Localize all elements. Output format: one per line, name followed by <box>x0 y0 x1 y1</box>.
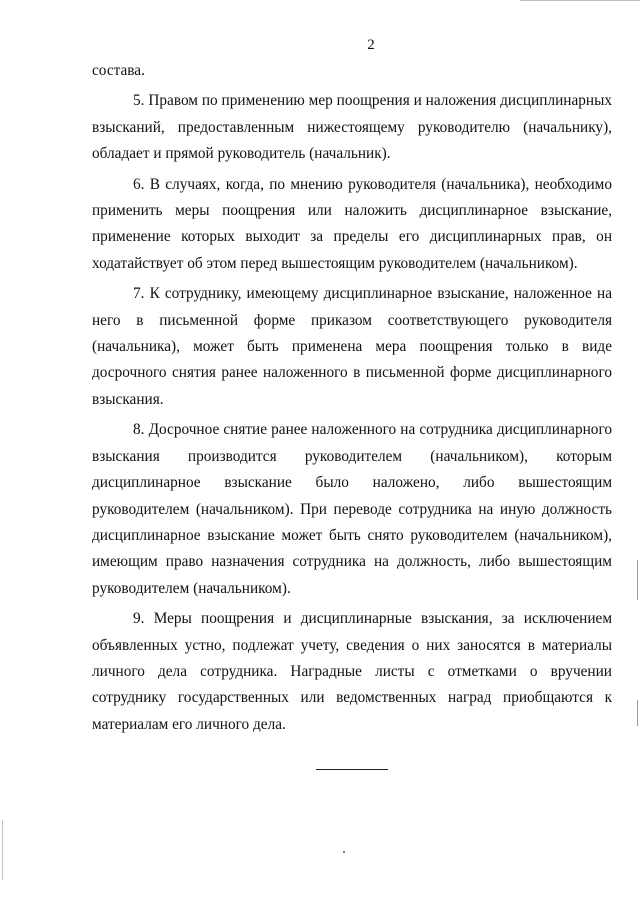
scan-edge-mark <box>637 560 638 600</box>
page-number: 2 <box>367 37 375 53</box>
scan-edge-mark <box>637 700 638 726</box>
paragraph-item-6: 6. В случаях, когда, по мнению руководителя (начальника), необходимо применить меры поощрения или наложить дисциплинарное взыскание, применение которых выходит за пределы его дисциплинарных прав, он ходатайствует об этом перед вышестоящим руководителем (начальником). <box>92 175 612 272</box>
paragraph-item-8: 8. Досрочное снятие ранее наложенного на сотрудника дисциплинарного взыскания производится руководителем (начальником), которым дисциплинарное взыскание было наложено, либо вышестоящим руководителем (начальником). При переводе сотрудника на иную должность дисциплинарное взыскание может быть снято руководителем (начальником), имеющим право назначения сотрудника на должность, либо вышестоящим руководителем (начальником). <box>92 421 612 597</box>
scan-speck <box>343 851 345 853</box>
end-of-text-rule <box>316 769 388 770</box>
paragraph-item-7: 7. К сотруднику, имеющему дисциплинарное взыскание, наложенное на него в письменной форме приказом соответствующего руководителя (начальника), может быть применена мера поощрения только в виде досрочного снятия ранее наложенного в письменной форме дисциплинарного взыскания. <box>92 285 612 408</box>
scan-edge-mark <box>2 820 3 880</box>
paragraph-item-5: 5. Правом по применению мер поощрения и наложения дисциплинарных взысканий, предоставленным нижестоящему руководителю (начальнику), обладает и прямой руководитель (начальник). <box>92 92 612 163</box>
scan-edge-line <box>520 0 640 1</box>
paragraph-item-9: 9. Меры поощрения и дисциплинарные взыскания, за исключением объявленных устно, подлежат учету, сведения о них заносятся в материалы личного дела сотрудника. Наградные листы с отметками о вручении сотруднику государственных или ведомственных наград приобщаются к материалам его личного дела. <box>92 610 612 733</box>
document-body <box>92 58 612 742</box>
paragraph-continuation: состава. <box>92 62 145 79</box>
